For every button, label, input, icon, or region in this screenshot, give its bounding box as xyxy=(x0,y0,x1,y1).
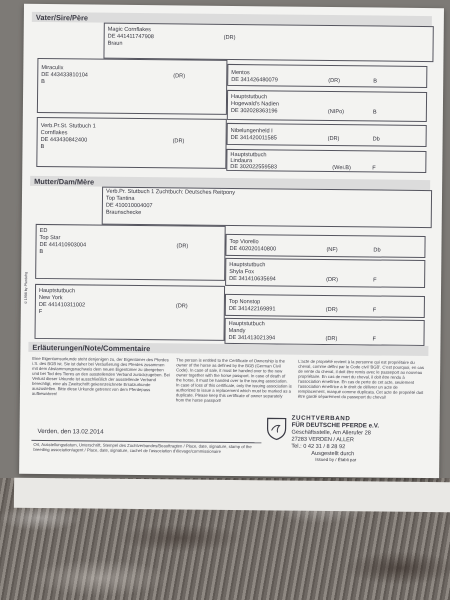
issued-by-label: Ausgestellt durch xyxy=(311,450,355,458)
sd-dam-book: Hauptstutbuch xyxy=(230,151,267,159)
ds-dam-name: Shyla Fox xyxy=(229,268,255,276)
sd-sire-status: (DR) xyxy=(327,135,340,143)
dam-sire-box xyxy=(35,224,226,281)
dd-dam-id: DE 341413021394 xyxy=(228,334,276,342)
dd-dam-book: Hauptstutbuch xyxy=(228,320,265,328)
sire-box xyxy=(103,23,433,62)
sd-sire-name: Nibelungenheld I xyxy=(230,127,273,135)
ds-sire-name: Top Viorello xyxy=(229,238,259,246)
sd-sire-grade: Db xyxy=(372,136,380,143)
dd-sire-id: DE 341422169891 xyxy=(228,305,276,313)
dd-sire-status: (DR) xyxy=(325,306,338,314)
dam-sire-id: DE 441410903004 xyxy=(39,241,87,249)
sire-dam-color: B xyxy=(40,143,45,151)
sire-section-title: Vater/Sire/Père xyxy=(35,12,89,23)
ss-dam-name: Hogewald's Nadien xyxy=(230,100,280,108)
dd-dam-status: (DR) xyxy=(325,335,338,343)
dd-sire-name: Top Nonstop xyxy=(228,298,261,306)
dd-dam-grade: F xyxy=(372,336,376,343)
dam-id: DE 410010004007 xyxy=(105,202,153,210)
sire-id: DE 441411747908 xyxy=(107,33,154,41)
print-mark: © 1998 by Pferdehg xyxy=(23,271,29,304)
sire-status: (DR) xyxy=(223,34,236,42)
sd-dam-grade: F xyxy=(372,165,376,172)
dd-sire-grade: F xyxy=(372,307,377,314)
dam-section-title: Mutter/Dam/Mère xyxy=(34,176,95,187)
verband-phone: Tel.: 0 42 31 / 8 28 92 xyxy=(291,443,346,451)
ds-dam-id: DE 341410635694 xyxy=(229,275,276,283)
sire-sire-status: (DR) xyxy=(173,73,186,80)
ds-sire-id: DE 402020140800 xyxy=(229,245,277,253)
verband-office: Geschäftsstelle, Am Allerufer 28 xyxy=(291,429,371,437)
sire-dam-book: Verb.Pr.St. Stutbuch 1 xyxy=(40,122,96,130)
notes-german: Eine Eigentumsurkunde steht denjenigen zu, der Eigentümer des Pferdes i.S. des BGB ist. Sie ist daher bei Veräußerung des Pferdes zusammen mit dem Abstammungsnachweis dem neuen Eigentümer zu übergeben und bei Tod des Tieres an den ausstellenden Verband zurückzugeben. Bei Verlust dieser Urkunde ist ausschließlich der ausstellende Verband berechtigt, eine als Zweitschrift gekennzeichnete Ersatzurkunde auszustellen. Bitte diese Urkunde getrennt von dem Pferdepass aufbewahren! xyxy=(31,355,170,397)
sire-color: Braun xyxy=(107,40,123,47)
issue-place-date: Verden, den 13.02.2014 xyxy=(37,427,104,436)
dam-dam-id: DE 441410311002 xyxy=(38,301,86,309)
notes-french: L'acte de propriété revient à la personne qui est propriétaire du cheval, comme défini par le Code civil 'BGB'. C'est pourquoi, en cas de vente du cheval, il doit être remis avec le passeport au nouveau propriétaire. En cas de mort du cheval, il doit être rendu à l'association émettrice. En cas de perte de cet acte, seulement l'association émettrice a le droit de délivrer un acte de remplacement, marqué comme duplicata. Cet acte de propriété doit être gardé séparément du passeport du cheval! xyxy=(297,358,425,400)
sire-sire-color: B xyxy=(41,78,45,86)
dam-dam-status: (DR) xyxy=(175,303,188,310)
notes-english: The person is entitled to the Certificate of Ownership is the owner of the horse as defined by the BGB (German Civil Code). In case of sale, it must be handed over to the new owner together with the horse passport. In case of death of the horse, it must be handed over to the issuing association. In case of loss of this certificate, only the issuing association is authorized to issue a replacement which must be marked as a duplicate. Please keep this certificate of owner separately from the horse passport! xyxy=(175,357,292,403)
ds-sire-grade: Db xyxy=(373,247,381,254)
dam-sire-color: B xyxy=(39,248,44,256)
sire-dam-status: (DR) xyxy=(172,138,185,145)
dam-sire-name: Top Star xyxy=(39,234,61,242)
sire-sire-box xyxy=(37,58,228,115)
paper-lower-edge xyxy=(14,478,450,513)
ss-dam-grade: B xyxy=(372,109,377,116)
ss-dam-id: DE 302028363196 xyxy=(230,107,278,115)
dam-sire-book: ED xyxy=(39,227,48,235)
sire-dam-name: Cornflakes xyxy=(40,129,68,137)
sire-sire-name: Miraculix xyxy=(41,64,64,72)
dam-sire-status: (DR) xyxy=(176,243,189,250)
verband-name-line1: ZUCHTVERBAND xyxy=(291,414,351,423)
verband-shield-logo xyxy=(265,416,287,440)
sd-sire-id: DE 341420011585 xyxy=(230,134,277,142)
ss-sire-status: (DR) xyxy=(328,77,341,85)
verband-address: 27283 VERDEN / ALLER xyxy=(291,436,354,444)
sd-dam-extra: Lindaura xyxy=(230,157,253,165)
ds-dam-book: Hauptstutbuch xyxy=(229,261,266,269)
notes-title: Erläuterungen/Note/Commentaire xyxy=(32,342,151,354)
dam-dam-book: Hauptstutbuch xyxy=(38,287,76,295)
dd-dam-name: Mandy xyxy=(228,327,246,335)
ds-dam-grade: F xyxy=(373,277,377,284)
ss-sire-id: DE 341426480079 xyxy=(231,76,278,84)
ss-sire-name: Mentos xyxy=(231,69,250,77)
issued-by-sub: Issued by / Établi par xyxy=(315,456,357,463)
ds-sire-status: (NF) xyxy=(326,246,338,254)
sire-name: Magic Cornflakes xyxy=(107,26,151,34)
ds-dam-status: (DR) xyxy=(326,276,338,284)
ss-dam-status: (NIPo) xyxy=(327,108,345,116)
dam-dam-name: New York xyxy=(38,294,63,302)
pedigree-document xyxy=(19,4,444,478)
ss-dam-book: Hauptstutbuch xyxy=(231,93,268,101)
sire-dam-id: DE 443430842400 xyxy=(40,136,88,144)
dam-color: Braunschecke xyxy=(105,209,142,217)
sire-sire-id: DE 443433810104 xyxy=(41,71,88,79)
sd-dam-id: DE 302022559583 xyxy=(230,163,278,171)
dam-dam-color: F xyxy=(38,308,43,316)
dam-book: Verb.Pr. Stutbuch 1 Zuchtbuch: Deutsches Reitpony xyxy=(106,188,236,197)
verband-name-line2: FÜR DEUTSCHE PFERDE e.V. xyxy=(291,421,380,430)
dam-name: Top Tantina xyxy=(105,195,135,202)
sd-dam-status: (Wei.B) xyxy=(332,165,351,172)
ss-sire-grade: B xyxy=(373,78,377,85)
signature-caption: Ort, Ausstellungsdatum, Unterschrift, Stempel des Zuchtverbandes/Beauftragten / Place, date, signature, stamp of the breeding association/agent / Place, date, signature, cachet de l'association d'élevage/commissionaire xyxy=(33,441,252,454)
